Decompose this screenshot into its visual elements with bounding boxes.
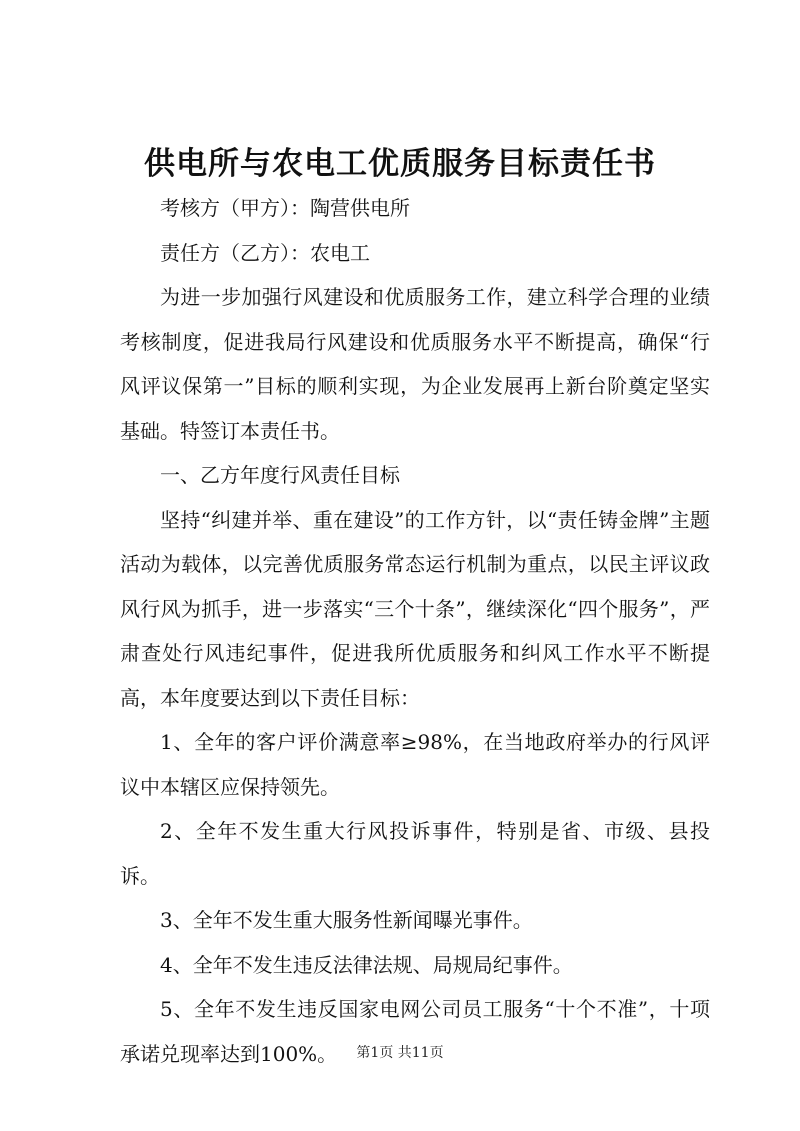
target-item-1: 1、全年的客户评价满意率≥98%，在当地政府举办的行风评议中本辖区应保持领先。 [120, 730, 710, 799]
target-item-5: 5、全年不发生违反国家电网公司员工服务“十个不准”，十项承诺兑现率达到100%。 [120, 997, 710, 1066]
document-title: 供电所与农电工优质服务目标责任书 [144, 146, 656, 182]
party-b-line: 责任方（乙方）：农电工 [160, 240, 370, 265]
intro-paragraph: 为进一步加强行风建设和优质服务工作，建立科学合理的业绩考核制度，促进我局行风建设和优质服务水平不断提高，确保“行风评议保第一”目标的顺利实现，为企业发展再上新台阶奠定坚实基础。特签订本责任书。 [120, 285, 710, 443]
target-item-3: 3、全年不发生重大服务性新闻曝光事件。 [160, 908, 533, 932]
policy-paragraph: 坚持“纠建并举、重在建设”的工作方针，以“责任铸金牌”主题活动为载体，以完善优质服务常态运行机制为重点，以民主评议政风行风为抓手，进一步落实“三个十条”，继续深化“四个服务”，严肃查处行风违纪事件，促进我所优质服务和纠风工作水平不断提高，本年度要达到以下责任目标： [120, 507, 710, 710]
party-a-line: 考核方（甲方）：陶营供电所 [160, 196, 410, 220]
section-heading-1: 一、乙方年度行风责任目标 [160, 463, 400, 487]
page-number-label: 第1页 共11页 [356, 1045, 444, 1061]
target-item-2: 2、全年不发生重大行风投诉事件，特别是省、市级、县投诉。 [120, 819, 710, 888]
document-body [120, 186, 710, 1076]
target-item-4: 4、全年不发生违反法律法规、局规局纪事件。 [160, 952, 573, 977]
page-footer [0, 1042, 800, 1062]
